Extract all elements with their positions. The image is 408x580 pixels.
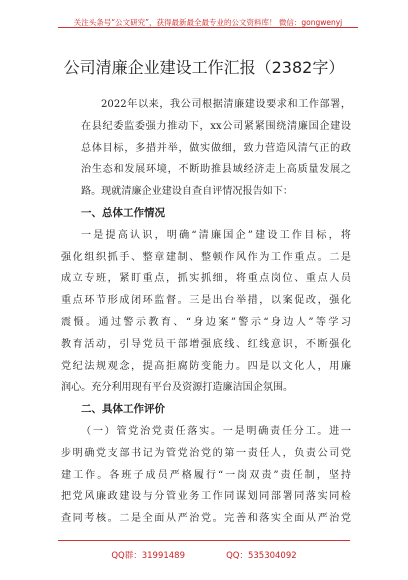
header-banner — [58, 10, 358, 28]
footer-bar — [58, 540, 350, 562]
text-line: 成立专班，紧盯重点，抓实抓细，将重点岗位、重点人员 — [61, 273, 351, 285]
text-line: 润心。充分利用现有平台及资源打造廉洁国企氛围。 — [61, 382, 294, 394]
text-line: 把党风廉政建设与分管业务工作同谋划同部署同落实同检 — [61, 491, 351, 503]
text-line: （一）管党治党责任落实。一是明确责任分工。进一 — [81, 425, 351, 437]
text-line: 一是提高认识，明确“清廉国企”建设工作目标，将 — [81, 229, 351, 241]
text-line: 震慑。通过警示教育、“身边案”警示“身边人”等学习 — [61, 316, 351, 328]
text-line: 2022年以来，我公司根据清廉建设要求和工作部署， — [101, 99, 351, 110]
text-line: 总体目标，多措并举，做实做细，致力营造风清气正的政 — [81, 142, 351, 154]
footer-qq: QQ：535304092 — [226, 551, 297, 561]
banner-text: 关注头条号“公文研究”，获得最新最全最专业的公文资料库！ 微信：gongwenyj — [73, 18, 343, 27]
section1-paragraph — [61, 225, 351, 399]
footer-qq-group: QQ群：31991489 — [111, 551, 185, 561]
intro-paragraph — [61, 94, 351, 203]
text-line: 建工作。各班子成员严格履行“一岗双责”责任制，坚持 — [61, 469, 351, 481]
section-heading: 二、具体工作评价 — [81, 403, 165, 416]
text-line: 查同考核。二是全面从严治党。完善和落实全面从严治党 — [61, 513, 351, 525]
text-line: 路。现就清廉企业建设自查自评情况报告如下： — [81, 186, 293, 198]
text-line: 在县纪委监委强力推动下，xx公司紧紧围绕清廉国企建设 — [81, 120, 351, 132]
text-line: 党纪法规观念，提高拒腐防变能力。四是以文化人，用廉 — [61, 360, 351, 372]
section-heading: 一、总体工作情况 — [81, 206, 165, 219]
text-line: 强化组织抓手、整章建制、整顿作风作为工作重点。二是 — [61, 251, 351, 263]
document-title: 公司清廉企业建设工作汇报（2382字） — [63, 58, 345, 77]
document-body — [61, 94, 351, 530]
section2-paragraph — [61, 421, 351, 530]
text-line: 治生态和发展环境，不断助推县域经济走上高质量发展之 — [81, 164, 351, 176]
text-line: 步明确党支部书记为管党治党的第一责任人，负责公司党 — [61, 447, 351, 459]
text-line: 重点环节形成闭环监督。三是出台举措，以案促改，强化 — [61, 295, 351, 307]
text-line: 教育活动，引导党员干部增强底线、红线意识，不断强化 — [61, 338, 351, 350]
